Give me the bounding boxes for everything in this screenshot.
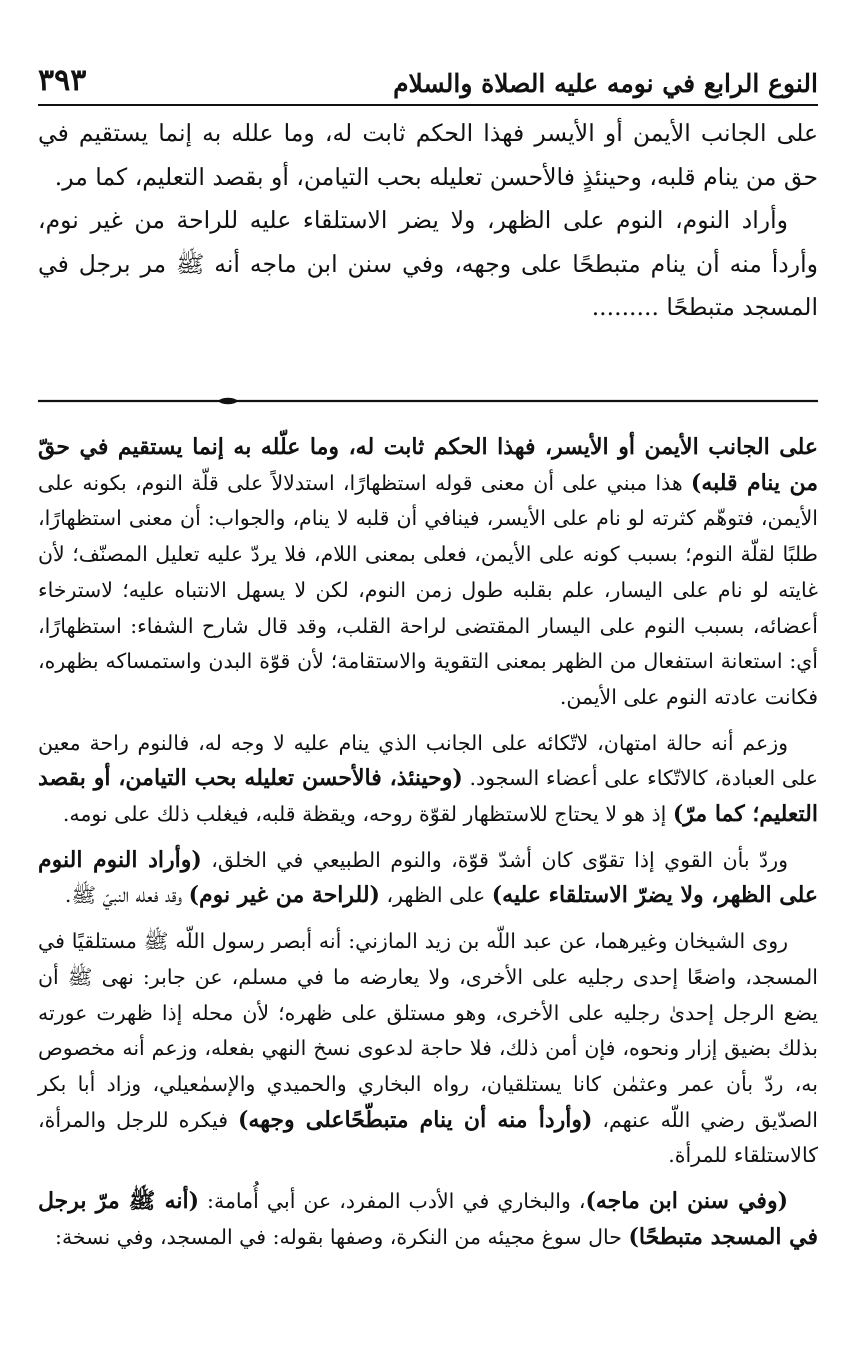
commentary-paragraph-2 (38, 726, 818, 833)
page-number: ٣٩٣ (38, 63, 87, 98)
main-text (38, 112, 818, 330)
commentary-text: وزعم أنه حالة امتهان، لاتّكائه على الجانب الذي ينام عليه لا وجه له، فالنوم راحة معين على العبادة، كالاتّكاء على أعضاء السجود. (38, 730, 818, 791)
commentary-text: روى الشيخان وغيرهما، عن عبد اللّه بن زيد المازني: أنه أبصر رسول اللّه ﷺ مستلقيًا في المسجد، واضعًا إحدى رجليه على الأخرى، ولا يعارضه ما في مسلم، عن جابر: نهى ﷺ أن يضع الرجل إحدىٰ رجليه على الأخرى، وهو مستلق على ظهره؛ لأن محله إذا ظهرت عورته بذلك بضيق إزار ونحوه، فإن أمن ذلك، فلا حاجة لدعوى نسخ النهي بفعله، وزعم أنه مخصوص به، ردّ بأن عمر وعثمٰن كانا يستلقيان، رواه البخاري والحميدي والإسمٰعيلي، وزاد أبا بكر الصدّيق رضي اللّه عنهم، (38, 929, 818, 1132)
main-text-paragraph-1: على الجانب الأيمن أو الأيسر فهذا الحكم ثابت له، وما علله به إنما يستقيم في حق من ينام قلبه، وحينئذٍ فالأحسن تعليله بحب التيامن، أو بقصد التعليم، كما مر. (38, 119, 818, 191)
commentary-text: ، والبخاري في الأدب المفرد، عن أبي أُمامة: (199, 1189, 586, 1214)
commentary-text: على الظهر، (379, 883, 492, 908)
quoted-text: (وحينئذ، فالأحسن تعليله بحب التيامن، أو بقصد التعليم؛ كما مرّ) (38, 765, 818, 828)
running-header (38, 58, 818, 106)
quoted-text: (للراحة من غير نوم) (188, 882, 380, 909)
commentary-text: حال سوغ مجيئه من النكرة، وصفها بقوله: في المسجد، وفي نسخة: (55, 1224, 629, 1249)
commentary-paragraph-1 (38, 430, 818, 716)
commentary-paragraph-4 (38, 924, 818, 1174)
main-text-paragraph-2: وأراد النوم، النوم على الظهر، ولا يضر الاستلقاء عليه للراحة من غير نوم، وأردأ منه أن ينام متبطحًا على وجهه، وفي سنن ابن ماجه أنه ﷺ مر برجل في المسجد متبطحًا ......... (38, 206, 818, 321)
quoted-text: (أنه ﷺ مرّ برجل في المسجد متبطحًا) (38, 1188, 818, 1250)
commentary-text: فيكره للرجل والمرأة، كالاستلقاء للمرأة. (38, 1107, 818, 1168)
commentary-text: وقد فعله النبيّ ﷺ. (64, 883, 189, 908)
commentary-paragraph-5 (38, 1184, 818, 1255)
quoted-text: (وفي سنن ابن ماجه) (585, 1188, 788, 1215)
divider-rule (38, 395, 818, 407)
commentary-text: هذا مبني على أن معنى قوله استظهارًا، استدلالاً على قلّة النوم، بكونه على الأيمن، فتوهّم كثرته لو نام على الأيسر، فينافي أن قلبه لا ينام، والجواب: أن معنى استظهارًا، طلبًا لقلّة النوم؛ بسبب كونه على الأيمن، فعلى بمعنى اللام، فلا يردّ عليه تعليل المصنّف؛ لأن غايته لو نام على اليسار، علم بقلبه طول زمن النوم، لكن لا يسهل الانتباه عليه؛ لاسترخاء أعضائه، بسبب النوم على اليسار المقتضى لراحة القلب، وقد قال شارح الشفاء: استظهارًا، أي: استعانة استفعال من الظهر بمعنى التقوية والاستقامة؛ لأن قوّة البدن واستمساكه بظهره، فكانت عادته النوم على الأيمن. (38, 470, 818, 709)
chapter-title: النوع الرابع في نومه عليه الصلاة والسلام (393, 69, 818, 98)
commentary-text: إذ هو لا يحتاج للاستظهار لقوّة روحه، ويقظة قلبه، فيغلب ذلك على نومه. (62, 802, 673, 827)
section-divider (38, 395, 818, 407)
commentary-text: وردّ بأن القوي إذا تقوّى كان أشدّ قوّة، والنوم الطبيعي في الخلق، (201, 847, 788, 872)
commentary (38, 430, 818, 1265)
quoted-text: (وأردأ منه أن ينام متبطّحًاعلى وجهه) (238, 1106, 593, 1133)
quoted-text: على الجانب الأيمن أو الأيسر، فهذا الحكم ثابت له، وما علّله به إنما يستقيم في حقّ من ينام قلبه) (38, 434, 819, 496)
quoted-text: (وأراد النوم النوم على الظهر، ولا يضرّ الاستلقاء عليه) (38, 846, 818, 909)
commentary-paragraph-3 (38, 843, 818, 914)
